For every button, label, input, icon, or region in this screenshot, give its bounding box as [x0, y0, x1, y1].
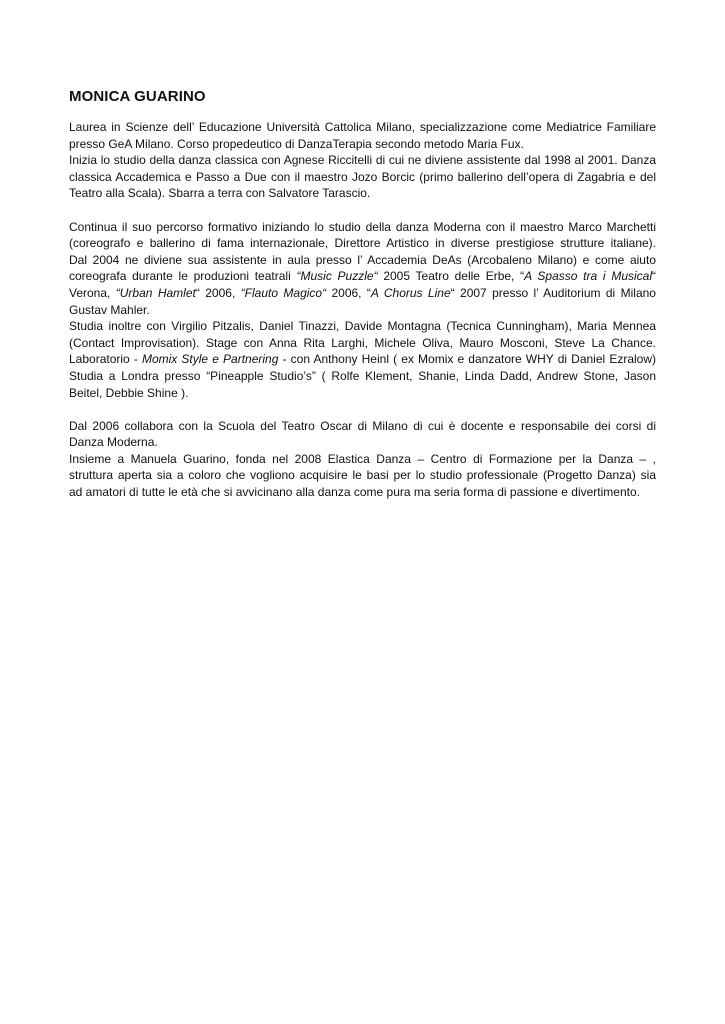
line-text: Inizia lo studio della danza classica con Agnese Riccitelli di cui ne diviene assistente dal 1998 al 2001. Danza [69, 153, 656, 168]
line-text: 2005 Teatro delle Erbe, “ [377, 269, 525, 284]
text-line [69, 368, 656, 385]
body-paragraph [69, 418, 656, 501]
line-text: Continua il suo percorso formativo iniziando lo studio della danza Moderna con il maestro Marco Marchetti [69, 219, 656, 234]
italic-title-text: Momix Style e Partnering [141, 352, 279, 367]
text-line [69, 302, 656, 319]
paragraph-spacer [69, 401, 656, 418]
italic-title-text: “Music Puzzle“ [296, 269, 378, 284]
text-line [69, 235, 656, 252]
text-line [69, 268, 656, 285]
line-text: “ [652, 269, 657, 284]
text-line [69, 318, 656, 335]
line-text: 2006, “ [326, 285, 371, 300]
line-text: classica Accademica e Passo a Due con il maestro Jozo Borcic (primo ballerino dell’opera di Zagabria e del [69, 169, 656, 184]
line-text: Studia inoltre con Virgilio Pitzalis, Daniel Tinazzi, Davide Montagna (Tecnica Cunningham), Maria Mennea [69, 319, 656, 334]
text-line [69, 434, 656, 451]
line-text: Laurea in Scienze dell’ Educazione Università Cattolica Milano, specializzazione come Mediatrice Familiare [69, 120, 656, 134]
text-line [69, 219, 656, 236]
text-line [69, 418, 656, 435]
line-text: “ 2007 presso l’ Auditorium di Milano [450, 285, 656, 300]
line-text: ad amatori di tutte le età che si avvicinano alla danza come pura ma seria forma di passione e divertimento. [69, 485, 640, 500]
line-text: presso GeA Milano. Corso propedeutico di DanzaTerapia secondo metodo Maria Fux. [69, 136, 524, 151]
text-line [69, 385, 656, 402]
line-text: coreografa durante le produzioni teatrali [69, 269, 297, 284]
italic-title-text: “Urban Hamlet [115, 285, 196, 300]
document-body [69, 119, 656, 501]
line-text: Dal 2004 ne diviene sua assistente in aula presso l’ Accademia DeAs (Arcobaleno Milano) e come aiuto [69, 252, 656, 267]
line-text: “ 2006, [195, 285, 241, 300]
line-text: (coreografo e ballerino di fama internazionale, Direttore Artistico in diverse prestigiose strutture italiane). [69, 236, 656, 251]
line-text: Dal 2006 collabora con la Scuola del Teatro Oscar di Milano di cui è docente e responsabile dei corsi di [69, 418, 656, 433]
line-text: Teatro alla Scala). Sbarra a terra con Salvatore Tarascio. [69, 186, 371, 201]
text-line [69, 451, 656, 468]
line-text: Studia a Londra presso “Pineapple Studio’s” ( Rolfe Klement, Shanie, Linda Dadd, Andrew Stone, Jason [69, 368, 656, 383]
line-text: Gustav Mahler. [69, 302, 150, 317]
italic-title-text: A Spasso tra i Musical [524, 269, 653, 284]
line-text: Insieme a Manuela Guarino, fonda nel 2008 Elastica Danza – Centro di Formazione per la Danza – , [69, 451, 656, 466]
line-text: - con Anthony Heinl ( ex Momix e danzatore WHY di Daniel Ezralow) [278, 352, 656, 367]
text-line [69, 484, 656, 501]
paragraph-spacer [69, 202, 656, 219]
text-line [69, 285, 656, 302]
body-paragraph [69, 119, 656, 202]
text-line [69, 185, 656, 202]
text-line [69, 467, 656, 484]
text-line [69, 119, 656, 136]
italic-title-text: A Chorus Line [370, 285, 451, 300]
document-page [69, 88, 656, 501]
document-title: MONICA GUARINO [69, 88, 206, 105]
text-line [69, 136, 656, 153]
text-line [69, 152, 656, 169]
line-text: Beitel, Debbie Shine ). [69, 385, 189, 400]
italic-title-text: “Flauto Magico“ [240, 285, 327, 300]
line-text: Verona, [69, 285, 116, 300]
text-line [69, 169, 656, 186]
text-line [69, 351, 656, 368]
line-text: (Contact Improvisation). Stage con Anna Rita Larghi, Michele Oliva, Mauro Mosconi, Steve La Chance. [69, 335, 656, 350]
line-text: Danza Moderna. [69, 435, 158, 450]
text-line [69, 252, 656, 269]
line-text: struttura aperta sia a coloro che vogliono acquisire le basi per lo studio professionale (Progetto Danza) sia [69, 468, 656, 483]
body-paragraph [69, 219, 656, 402]
text-line [69, 335, 656, 352]
line-text: Laboratorio - [69, 352, 142, 367]
